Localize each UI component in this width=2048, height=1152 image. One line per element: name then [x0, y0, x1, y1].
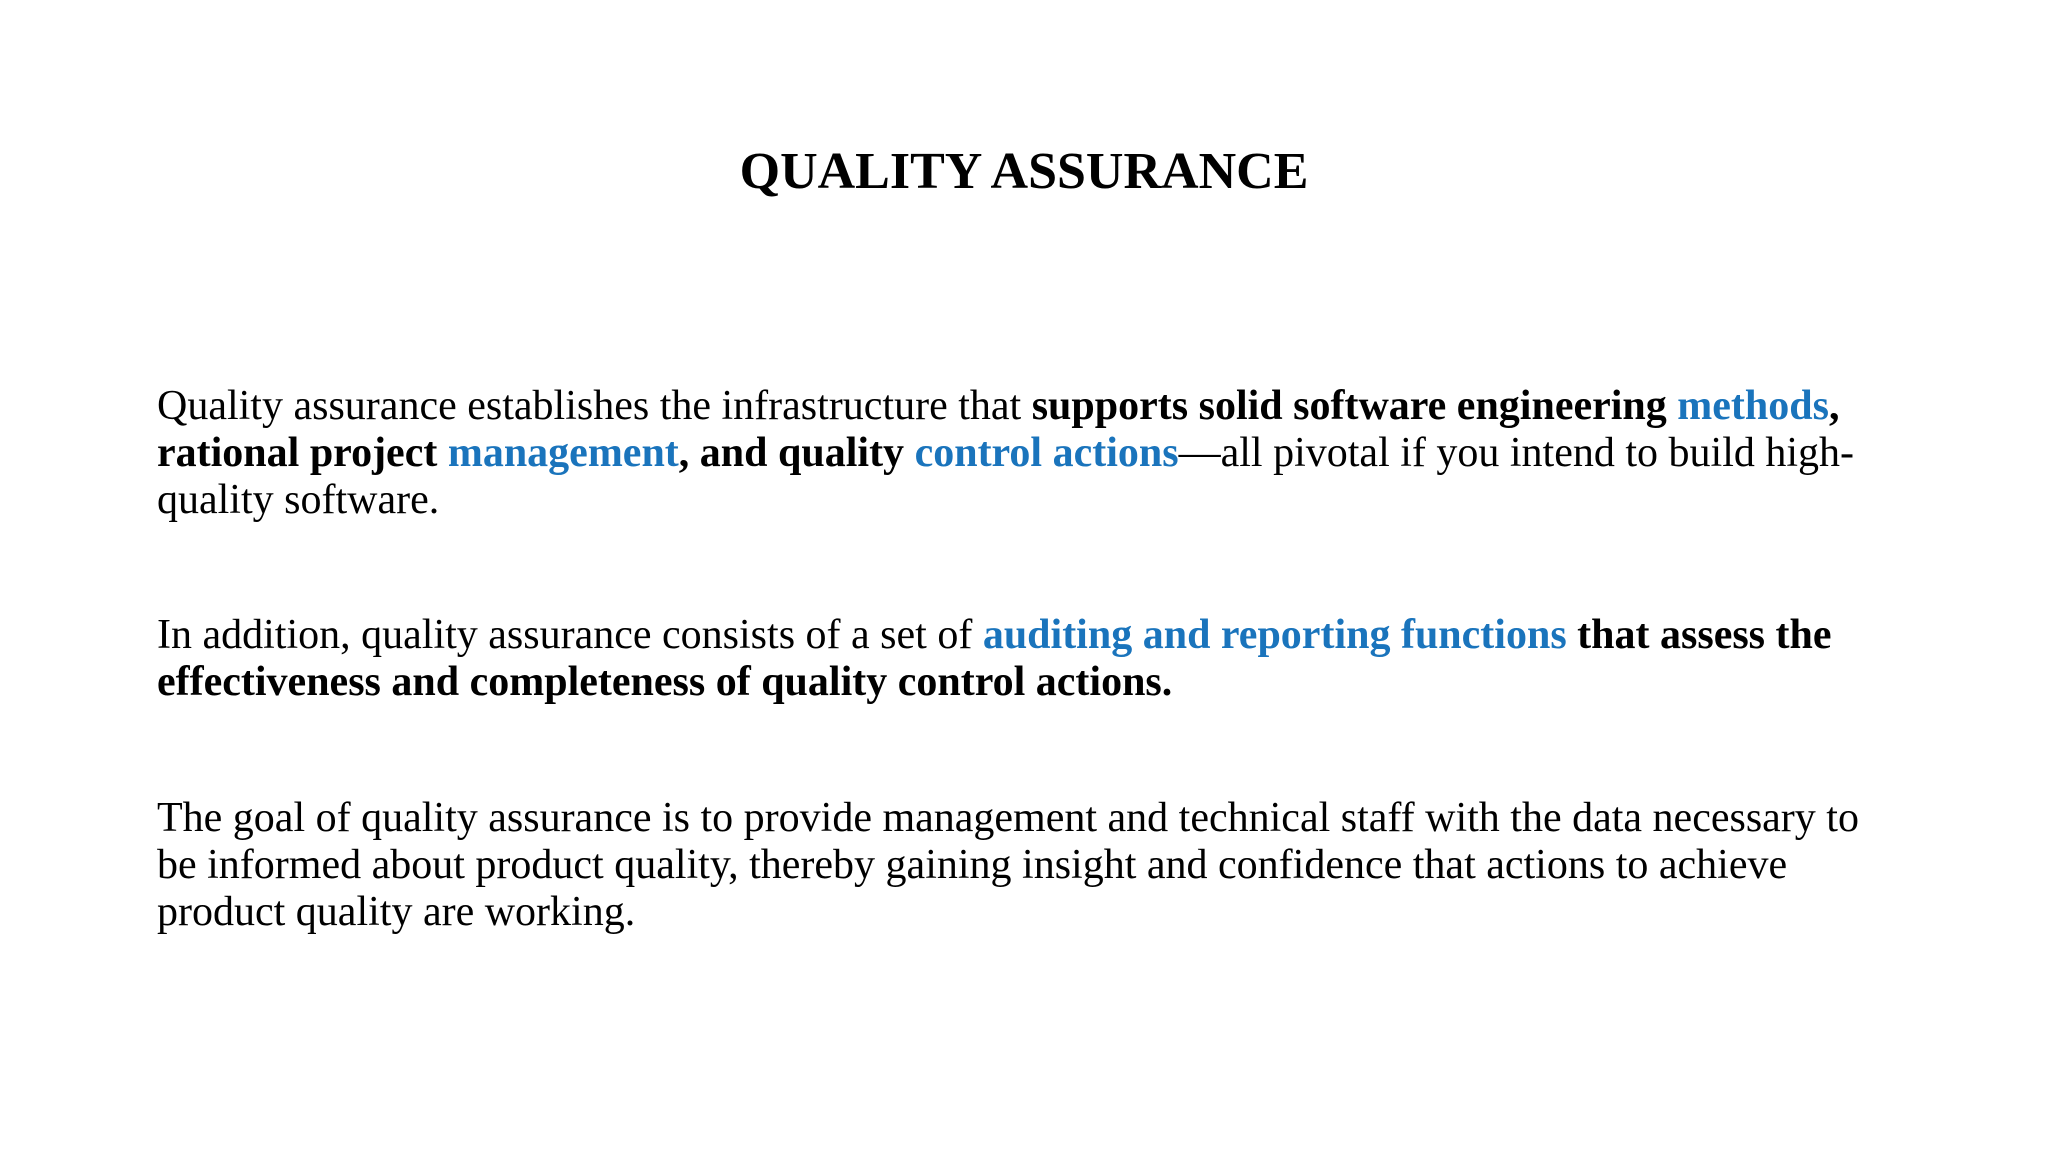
bold-text: that assess the [1566, 612, 1832, 658]
text-line: product quality are working. [157, 889, 636, 935]
highlight-text-control-actions: control actions [914, 430, 1179, 476]
text-segment: In addition, quality assurance consists of a set of [157, 612, 983, 658]
bold-text: , and quality [678, 430, 915, 476]
paragraph-goal [157, 795, 1917, 936]
text-line: The goal of quality assurance is to provide management and technical staff with the data necessary to [157, 795, 1859, 841]
highlight-text-auditing: auditing and reporting functions [982, 612, 1567, 658]
bold-text: supports solid software engineering [1031, 383, 1678, 429]
bold-text: , [1828, 383, 1840, 429]
text-segment: Quality assurance establishes the infrastructure that [157, 383, 1032, 429]
paragraph-auditing [157, 612, 1917, 706]
bold-text: effectiveness and completeness of quality control actions. [157, 659, 1173, 705]
slide-title: QUALITY ASSURANCE [739, 143, 1309, 200]
text-line: be informed about product quality, thereby gaining insight and confidence that actions to achieve [157, 842, 1788, 888]
paragraph-infrastructure [157, 383, 1917, 524]
text-segment: quality software. [157, 477, 440, 523]
text-segment: —all pivotal if you intend to build high- [1178, 430, 1855, 476]
highlight-text-management: management [447, 430, 679, 476]
highlight-text-methods: methods [1677, 383, 1829, 429]
bold-text: rational project [157, 430, 448, 476]
